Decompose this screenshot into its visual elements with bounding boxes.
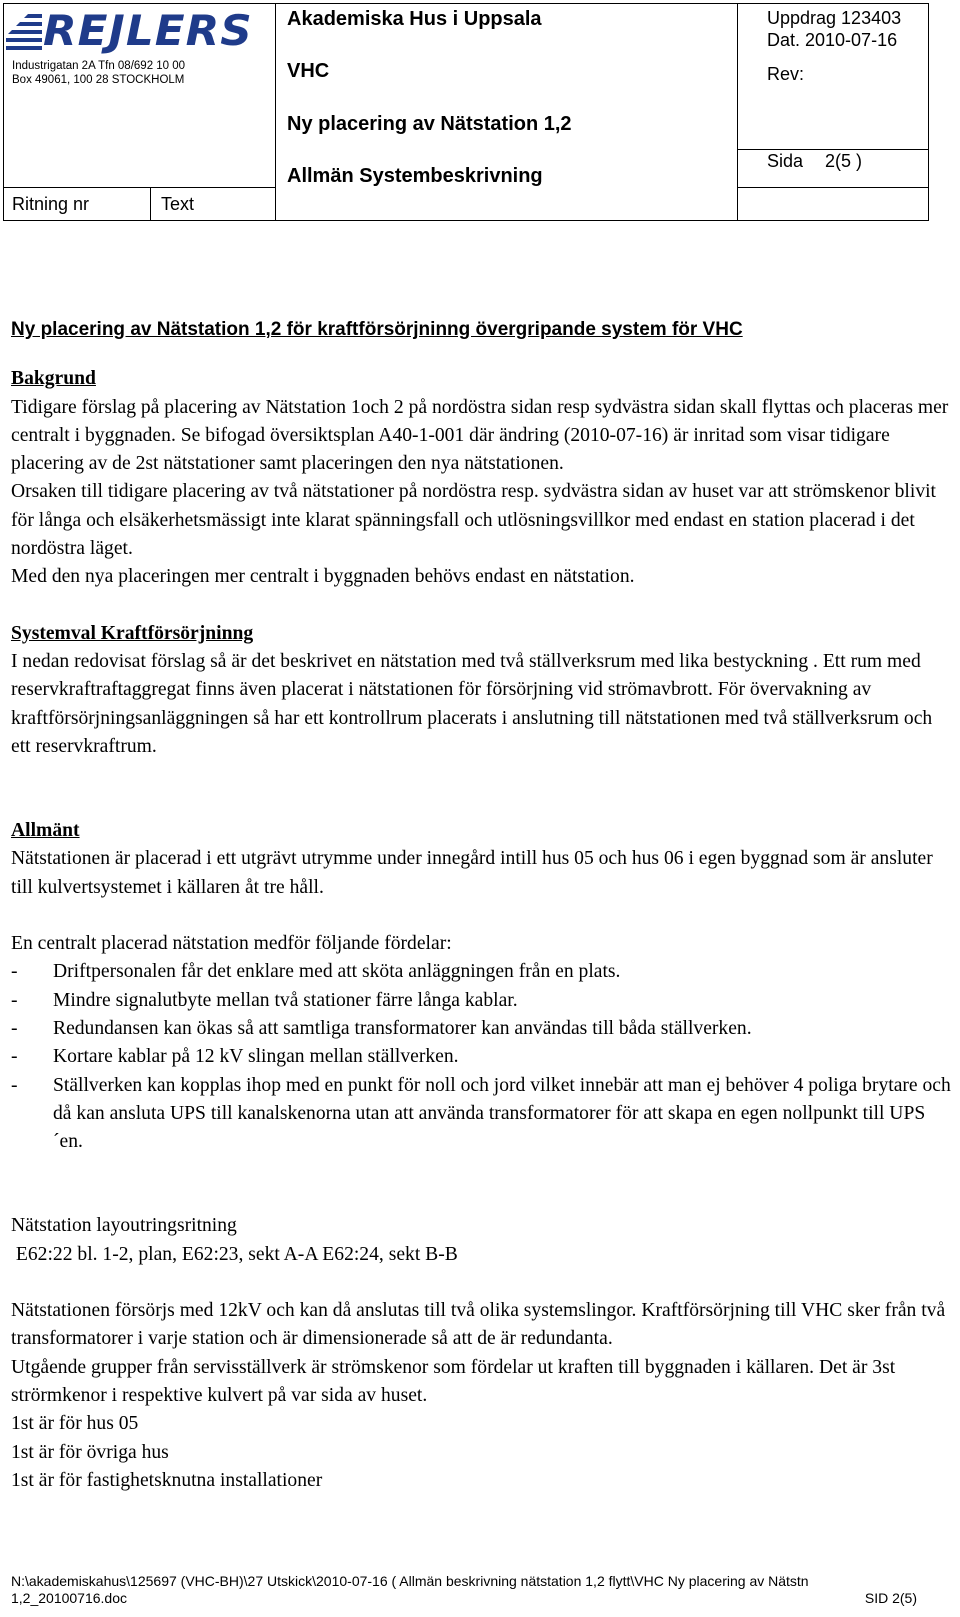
list-marker: - bbox=[11, 961, 18, 983]
company-logo bbox=[6, 6, 284, 55]
list-item-text: Mindre signalutbyte mellan två stationer färre långa kablar. bbox=[53, 989, 518, 1011]
advantages-list bbox=[11, 958, 951, 1156]
assignment-number: Uppdrag 123403 bbox=[767, 8, 902, 28]
list-marker: - bbox=[11, 989, 18, 1011]
header-divider bbox=[737, 187, 929, 188]
header-divider bbox=[150, 187, 151, 221]
document-title: Ny placering av Nätstation 1,2 för kraftförsörjninng övergripande system för VHC bbox=[11, 319, 743, 340]
list-item bbox=[11, 1072, 951, 1157]
document-body bbox=[11, 316, 951, 1495]
paragraph: Orsaken till tidigare placering av två nätstationer på nordöstra resp. sydvästra sidan av huset var att strömskenor blivit för långa och elsäkerhetsmässigt inte klarat spänningsfall och utlösningsvillkor med endast en station placerad i det nordöstra läget. bbox=[11, 481, 937, 560]
page-footer bbox=[11, 1573, 917, 1607]
logo-wordmark: REJLERS bbox=[43, 6, 253, 55]
paragraph: En centralt placerad nätstation medför följande fördelar: bbox=[11, 933, 452, 955]
busbar-line: 1st är för övriga hus bbox=[11, 1441, 169, 1463]
section-heading-bakgrund: Bakgrund bbox=[11, 368, 96, 390]
paragraph: Nätstationen försörjs med 12kV och kan då anslutas till två olika systemslingor. Kraftförsörjning till VHC sker från två transformatorer i varje station och är dimensionerade så att de är redundanta. bbox=[11, 1300, 946, 1350]
list-marker: - bbox=[11, 1017, 18, 1039]
project-name: VHC bbox=[287, 60, 330, 82]
section-heading-allmant: Allmänt bbox=[11, 820, 80, 842]
list-marker: - bbox=[11, 1074, 18, 1096]
layout-drawing-label: Nätstation layoutringsritning bbox=[11, 1215, 237, 1237]
footer-page-number: SID 2(5) bbox=[864, 1590, 917, 1606]
paragraph: Nätstationen är placerad i ett utgrävt utrymme under innegård intill hus 05 och hus 06 i egen byggnad som är ansluter till kulvertsystemet i källaren åt tre håll. bbox=[11, 848, 933, 898]
list-item bbox=[11, 958, 951, 986]
document-header bbox=[3, 3, 929, 221]
busbar-line: 1st är för hus 05 bbox=[11, 1413, 139, 1435]
revision-label: Rev: bbox=[767, 64, 805, 84]
list-marker: - bbox=[11, 1046, 18, 1068]
section-heading-systemval: Systemval Kraftförsörjninng bbox=[11, 622, 254, 644]
paragraph: Utgående grupper från servisställverk är strömskenor som fördelar ut kraften till byggnaden i källaren. Det är 3st strörmkenor i respektive kulvert på var sida av huset. bbox=[11, 1356, 896, 1406]
document-type: Allmän Systembeskrivning bbox=[287, 165, 543, 187]
text-label: Text bbox=[161, 194, 195, 214]
document-date: Dat. 2010-07-16 bbox=[767, 30, 898, 50]
list-item-text: Redundansen kan ökas så att samtliga transformatorer kan användas till båda ställverken. bbox=[53, 1017, 752, 1039]
page-value: 2(5 ) bbox=[825, 151, 863, 171]
header-divider bbox=[737, 4, 738, 221]
paragraph: Med den nya placeringen mer centralt i byggnaden behövs endast en nätstation. bbox=[11, 566, 635, 588]
company-address-line: Box 49061, 100 28 STOCKHOLM bbox=[12, 74, 185, 86]
list-item-text: Kortare kablar på 12 kV slingan mellan ställverken. bbox=[53, 1046, 459, 1068]
drawing-number-label: Ritning nr bbox=[12, 194, 90, 214]
list-item-text: Ställverken kan kopplas ihop med en punkt för noll och jord vilket innebär att man ej behöver 4 poliga brytare och då kan ansluta UPS till kanalskenorna utan att använda transformatorer för att skapa en egen nollpunkt till UPS´en. bbox=[53, 1074, 951, 1153]
busbar-line: 1st är för fastighetsknutna installationer bbox=[11, 1469, 323, 1491]
client-name: Akademiska Hus i Uppsala bbox=[287, 8, 542, 30]
list-item-text: Driftpersonalen får det enklare med att sköta anläggningen från en plats. bbox=[53, 961, 621, 983]
header-divider bbox=[4, 187, 275, 188]
company-address-line: Industrigatan 2A Tfn 08/692 10 00 bbox=[12, 60, 186, 72]
header-divider bbox=[737, 149, 929, 150]
list-item bbox=[11, 1043, 951, 1071]
document-subject: Ny placering av Nätstation 1,2 bbox=[287, 113, 572, 135]
page-label: Sida bbox=[767, 151, 804, 171]
list-item bbox=[11, 1015, 951, 1043]
file-path: N:\akademiskahus\125697 (VHC-BH)\27 Utskick\2010-07-16 ( Allmän beskrivning nätstation 1,2 flytt\VHC Ny placering av Nätstn 1,2_20100716.doc bbox=[11, 1573, 809, 1606]
paragraph: I nedan redovisat förslag så är det beskrivet en nätstation med två ställverksrum med lika bestyckning . Ett rum med reservkraftraftaggregat finns även placerat i nätstationen för försörjning vid strömavbrott. För övervakning av kraftförsörjningsanläggningen så har ett kontrollrum placerats i anslutning till nätstationen med två ställverksrum och ett reservkraftrum. bbox=[11, 650, 933, 757]
paragraph: Tidigare förslag på placering av Nätstation 1och 2 på nordöstra sidan resp sydvästra sidan skall flyttas och placeras mer centralt i byggnaden. Se bifogad översiktsplan A40-1-001 där ändring (2010-07-16) är inritad som visar tidigare placering av de 2st nätstationer samt placeringen den nya nätstationen. bbox=[11, 396, 949, 475]
list-item bbox=[11, 987, 951, 1015]
layout-drawing-refs: E62:22 bl. 1-2, plan, E62:23, sekt A-A E62:24, sekt B-B bbox=[11, 1243, 458, 1265]
logo-stripes-icon bbox=[6, 10, 46, 50]
